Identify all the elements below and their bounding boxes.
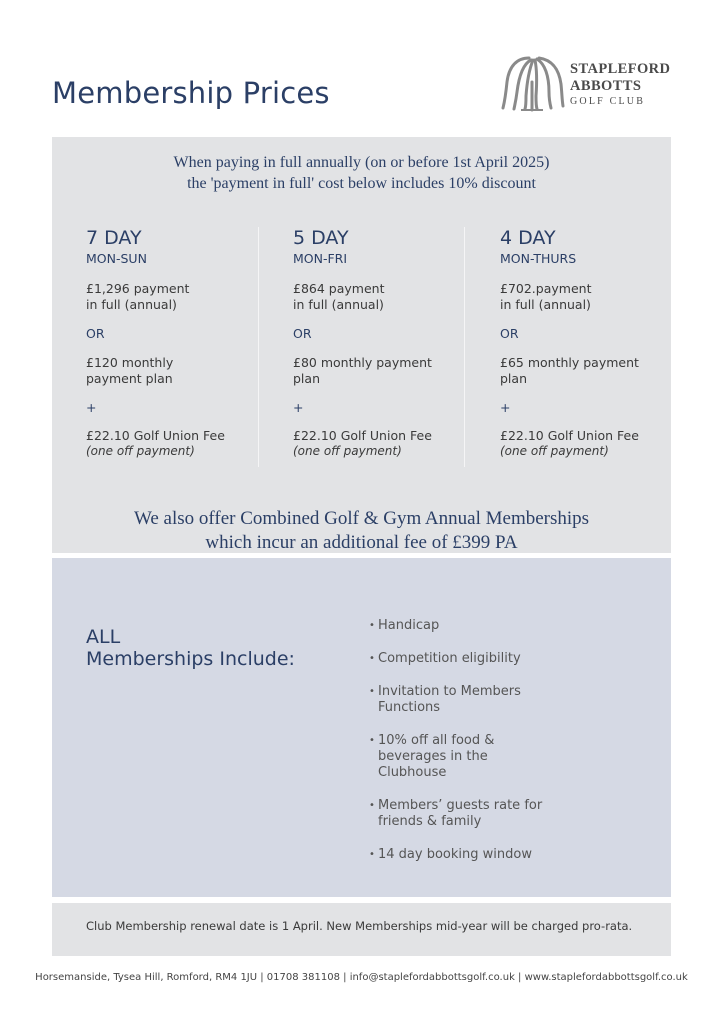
plan-union-fee: £22.10 Golf Union Fee (one off payment) xyxy=(293,428,432,458)
plan-title: 4 DAY xyxy=(500,227,556,249)
column-divider xyxy=(464,227,465,467)
pricing-panel xyxy=(52,137,671,553)
list-item: • Handicap xyxy=(369,618,589,634)
intro-line-2: the 'payment in full' cost below includes 10% discount xyxy=(187,175,536,192)
gym-line-1: We also offer Combined Golf & Gym Annual Memberships xyxy=(133,508,590,529)
plan-plus: + xyxy=(86,400,97,415)
plan-title: 5 DAY xyxy=(293,227,349,249)
plan-union-fee: £22.10 Golf Union Fee (one off payment) xyxy=(86,428,225,458)
list-item: • Competition eligibility xyxy=(369,651,589,667)
plan-annual-price: £864 payment in full (annual) xyxy=(293,281,385,312)
plan-or: OR xyxy=(86,326,105,341)
payment-intro xyxy=(52,152,671,194)
renewal-note: Club Membership renewal date is 1 April. New Memberships mid-year will be charged pro-rata. xyxy=(86,919,633,933)
plan-monthly-price: £80 monthly payment plan xyxy=(293,355,432,386)
logo-line-2: ABBOTTS xyxy=(570,78,642,94)
plan-or: OR xyxy=(293,326,312,341)
list-item: • 10% off all food & beverages in the Clubhouse xyxy=(369,733,589,781)
column-divider xyxy=(258,227,259,467)
gym-line-2: which incur an additional fee of £399 PA xyxy=(205,532,518,553)
gym-offer xyxy=(52,507,671,555)
logo-line-1: STAPLEFORD xyxy=(570,61,671,77)
plan-days: MON-THURS xyxy=(500,251,577,266)
includes-panel xyxy=(52,558,671,897)
plan-annual-price: £702.payment in full (annual) xyxy=(500,281,592,312)
list-item: • 14 day booking window xyxy=(369,847,589,863)
plan-monthly-price: £120 monthly payment plan xyxy=(86,355,174,386)
renewal-panel xyxy=(52,903,671,956)
plan-7-day xyxy=(86,227,261,459)
plan-union-fee: £22.10 Golf Union Fee (one off payment) xyxy=(500,428,639,458)
plan-4-day xyxy=(500,227,675,459)
willow-tree-icon xyxy=(499,52,567,112)
plan-annual-price: £1,296 payment in full (annual) xyxy=(86,281,190,312)
intro-line-1: When paying in full annually (on or before 1st April 2025) xyxy=(173,154,550,171)
plan-plus: + xyxy=(293,400,304,415)
contact-footer: Horsemanside, Tysea Hill, Romford, RM4 1JU | 01708 381108 | info@staplefordabbottsgolf.co.uk | www.staplefordabbottsgolf.co.uk xyxy=(35,972,688,983)
plan-title: 7 DAY xyxy=(86,227,142,249)
plan-days: MON-SUN xyxy=(86,251,147,266)
plan-5-day xyxy=(293,227,468,459)
plan-or: OR xyxy=(500,326,519,341)
plan-days: MON-FRI xyxy=(293,251,348,266)
list-item: • Members’ guests rate for friends & family xyxy=(369,798,589,830)
includes-list xyxy=(369,618,589,880)
logo-line-3: GOLF CLUB xyxy=(570,96,646,107)
plan-monthly-price: £65 monthly payment plan xyxy=(500,355,639,386)
includes-heading: ALL Memberships Include: xyxy=(86,626,295,670)
plan-plus: + xyxy=(500,400,511,415)
page-title: Membership Prices xyxy=(52,76,330,110)
club-logo xyxy=(499,52,679,112)
list-item: • Invitation to Members Functions xyxy=(369,684,589,716)
